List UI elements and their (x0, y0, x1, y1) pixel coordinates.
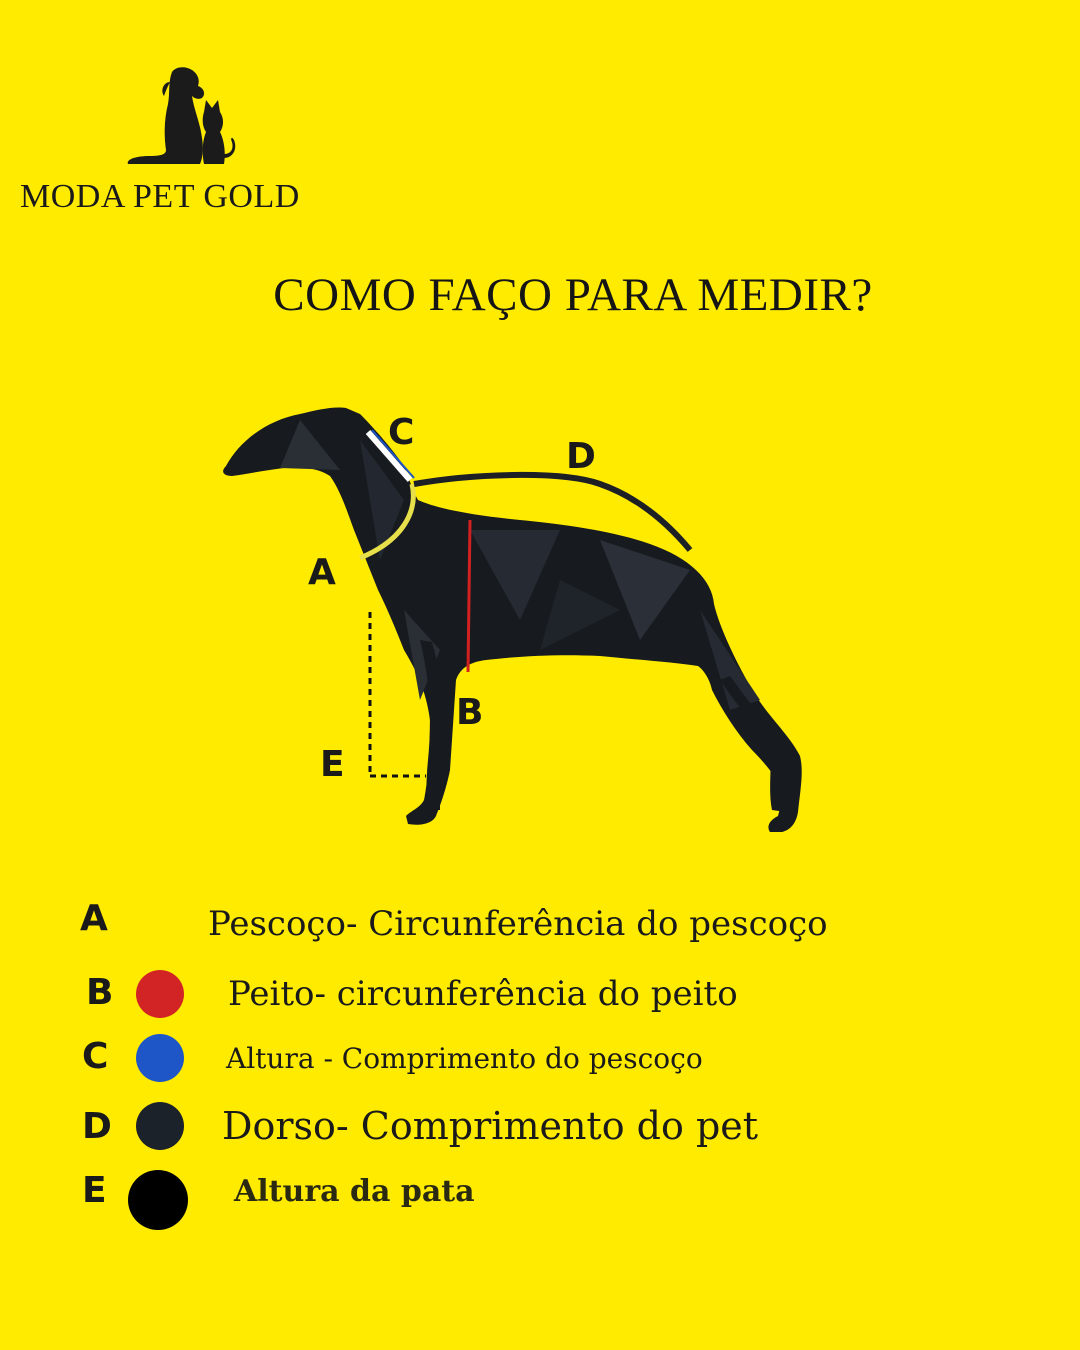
legend-letter: E (82, 1170, 107, 1211)
legend-text: Altura - Comprimento do pescoço (226, 1042, 703, 1075)
legend-text: Altura da pata (234, 1174, 475, 1209)
blue-dot-icon (136, 1034, 184, 1082)
dark-dot-icon (136, 1102, 184, 1150)
label-d: D (566, 436, 596, 477)
black-dot-icon (128, 1170, 188, 1230)
label-c: C (388, 412, 415, 453)
dog-body (223, 407, 802, 832)
label-b: B (456, 692, 484, 733)
red-dot-icon (136, 970, 184, 1018)
measurement-diagram (0, 380, 1080, 860)
page-title: COMO FAÇO PARA MEDIR? (273, 269, 873, 321)
label-e: E (320, 744, 345, 785)
dog-and-cat-silhouette-icon (120, 60, 240, 170)
measurement-legend (0, 890, 1080, 1250)
legend-letter: D (82, 1106, 112, 1147)
legend-text: Dorso- Comprimento do pet (222, 1104, 759, 1148)
legend-letter: A (80, 898, 108, 939)
chest-circumference-line (468, 520, 470, 672)
label-a: A (308, 552, 336, 593)
legend-text: Peito- circunferência do peito (228, 974, 738, 1014)
greyhound-silhouette-icon (0, 380, 1080, 860)
brand-logo (20, 60, 340, 220)
brand-name: MODA PET GOLD (20, 178, 300, 215)
legend-letter: C (82, 1036, 109, 1077)
legend-text: Pescoço- Circunferência do pescoço (208, 904, 828, 944)
legend-letter: B (86, 972, 114, 1013)
